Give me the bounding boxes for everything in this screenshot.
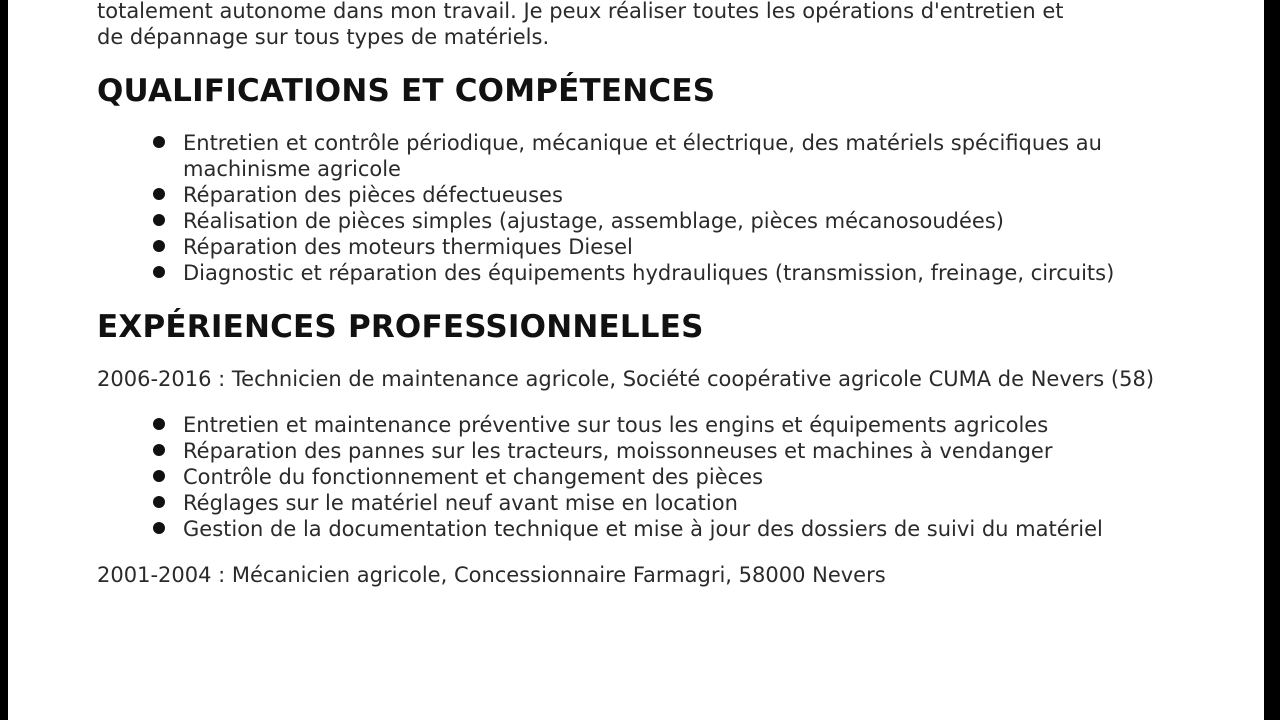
duty-item	[183, 464, 1197, 490]
intro-line: totalement autonome dans mon travail. Je peux réaliser toutes les opérations d'entretien et	[97, 0, 1064, 23]
bullet-icon	[153, 266, 165, 278]
intro-line: de dépannage sur tous types de matériels.	[97, 25, 550, 49]
experiences-heading: EXPÉRIENCES PROFESSIONNELLES	[97, 309, 704, 345]
bullet-icon	[153, 136, 165, 148]
duty-text: Gestion de la documentation technique et mise à jour des dossiers de suivi du matériel	[183, 517, 1103, 541]
qualification-item	[183, 234, 1197, 260]
qualification-text: Réparation des pièces défectueuses	[183, 183, 563, 207]
bullet-icon	[153, 240, 165, 252]
job-title: 2006-2016 : Technicien de maintenance agricole, Société coopérative agricole CUMA de Nevers (58)	[97, 367, 1155, 391]
resume-page	[8, 0, 1264, 720]
resume-content	[97, 0, 1197, 588]
bullet-icon	[153, 470, 165, 482]
qualification-item	[183, 130, 1197, 182]
qualifications-heading: QUALIFICATIONS ET COMPÉTENCES	[97, 73, 716, 109]
bullet-icon	[153, 496, 165, 508]
qualification-text: Réalisation de pièces simples (ajustage, assemblage, pièces mécanosoudées)	[183, 209, 1004, 233]
bullet-icon	[153, 188, 165, 200]
qualification-item	[183, 182, 1197, 208]
bullet-icon	[153, 444, 165, 456]
bullet-icon	[153, 522, 165, 534]
duty-text: Réglages sur le matériel neuf avant mise en location	[183, 491, 738, 515]
qualification-text: Entretien et contrôle périodique, mécanique et électrique, des matériels spécifiques au machinisme agricole	[183, 131, 1102, 181]
duty-item	[183, 438, 1197, 464]
qualification-text: Réparation des moteurs thermiques Diesel	[183, 235, 633, 259]
duty-text: Contrôle du fonctionnement et changement des pièces	[183, 465, 764, 489]
duty-text: Réparation des pannes sur les tracteurs, moissonneuses et machines à vendanger	[183, 439, 1053, 463]
job-duties-list	[97, 412, 1197, 542]
qualification-item	[183, 208, 1197, 234]
bullet-icon	[153, 418, 165, 430]
spacer	[97, 542, 1197, 562]
duty-item	[183, 412, 1197, 438]
duty-item	[183, 490, 1197, 516]
qualifications-list	[97, 130, 1197, 286]
duty-item	[183, 516, 1197, 542]
duty-text: Entretien et maintenance préventive sur tous les engins et équipements agricoles	[183, 413, 1049, 437]
bullet-icon	[153, 214, 165, 226]
qualification-item	[183, 260, 1197, 286]
qualification-text: Diagnostic et réparation des équipements hydrauliques (transmission, freinage, circuits)	[183, 261, 1115, 285]
intro-paragraph	[97, 0, 1197, 50]
job-title: 2001-2004 : Mécanicien agricole, Concessionnaire Farmagri, 58000 Nevers	[97, 563, 886, 587]
spacer	[97, 392, 1197, 412]
